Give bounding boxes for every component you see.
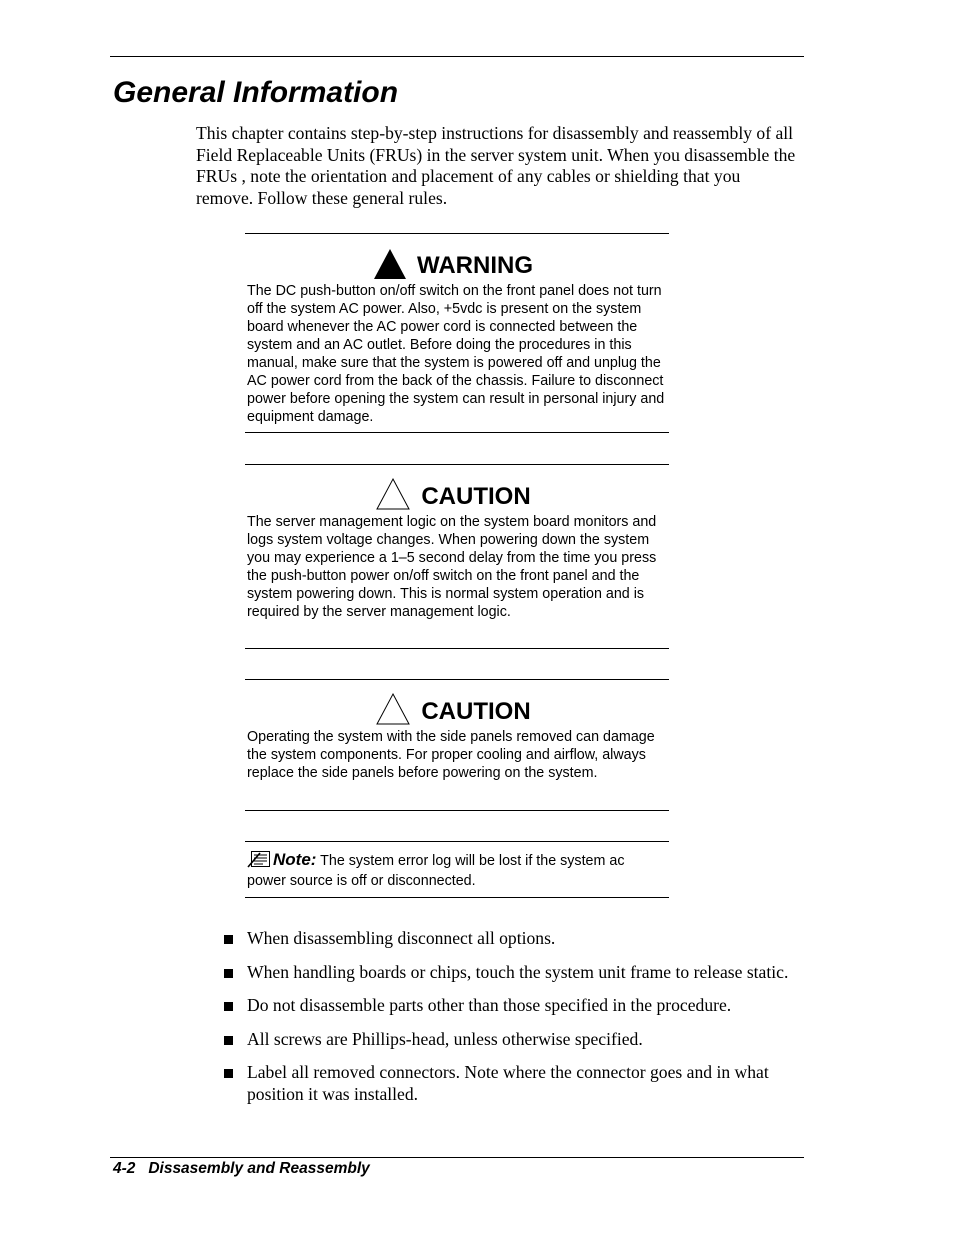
note-text: The system error log will be lost if the system ac power source is off or disconnected.: [247, 853, 625, 889]
caution-title-1: CAUTION: [421, 483, 531, 510]
caution-header-2: [245, 686, 669, 726]
list-item: [222, 928, 792, 950]
list-item-text: When handling boards or chips, touch the system unit frame to release static.: [247, 961, 789, 982]
caution-box-2: [245, 679, 669, 811]
notepad-icon: [247, 850, 271, 868]
warning-text: The DC push-button on/off switch on the front panel does not turn off the system AC power. Also, +5vdc is present on the system board whenever the AC power cord is connected between the system and an AC outlet. Before doing the procedures in this manual, make sure that the system is powered off and unplug the AC power cord from the back of the chassis. Failure to disconnect power before opening the system can result in personal injury and equipment damage.: [247, 283, 665, 425]
warning-header: [245, 240, 669, 280]
square-bullet-icon: [224, 969, 233, 978]
outline-triangle-caution-icon: [375, 477, 411, 511]
list-item-text: All screws are Phillips-head, unless otherwise specified.: [247, 1028, 643, 1049]
caution-box-1: [245, 464, 669, 649]
note-label: Note:: [273, 850, 317, 869]
footer-rule: [110, 1157, 804, 1158]
note-content: [247, 850, 667, 891]
caution-text-1: The server management logic on the system board monitors and logs system voltage changes. When powering down the system you may experience a 1–5 second delay from the time you press the push-button power on/off switch on the front panel and the system powering down. This is normal system operation and is required by the server management logic.: [247, 514, 657, 620]
caution-text-2: Operating the system with the side panels removed can damage the system components. For proper cooling and airflow, always replace the side panels before powering on the system.: [247, 729, 655, 781]
square-bullet-icon: [224, 1036, 233, 1045]
square-bullet-icon: [224, 1069, 233, 1078]
list-item: [222, 995, 792, 1017]
filled-triangle-warning-icon: [373, 248, 407, 280]
warning-title: WARNING: [417, 252, 533, 279]
intro-paragraph: This chapter contains step-by-step instructions for disassembly and reassembly of all Field Replaceable Units (FRUs) in the server system unit. When you disassemble the FRUs , note the orientation and placement of any cables or shielding that you remove. Follow these general rules.: [196, 123, 796, 208]
list-item: [222, 1029, 792, 1051]
caution-title-2: CAUTION: [421, 698, 531, 725]
warning-box: [245, 233, 669, 433]
page-title: General Information: [113, 76, 399, 109]
square-bullet-icon: [224, 935, 233, 944]
outline-triangle-caution-icon: [375, 692, 411, 726]
note-box: [245, 841, 669, 898]
list-item-text: When disassembling disconnect all options.: [247, 928, 556, 948]
list-item-text: Label all removed connectors. Note where the connector goes and in what position it was installed.: [247, 1062, 769, 1104]
list-item: [222, 1062, 792, 1105]
page-footer: 4-2 Dissasembly and Reassembly: [113, 1160, 370, 1177]
general-rules-list: [222, 928, 792, 1105]
list-item-text: Do not disassemble parts other than those specified in the procedure.: [247, 995, 732, 1015]
list-item: [222, 962, 792, 984]
header-rule: [110, 56, 804, 57]
square-bullet-icon: [224, 1002, 233, 1011]
caution-header-1: [245, 471, 669, 511]
